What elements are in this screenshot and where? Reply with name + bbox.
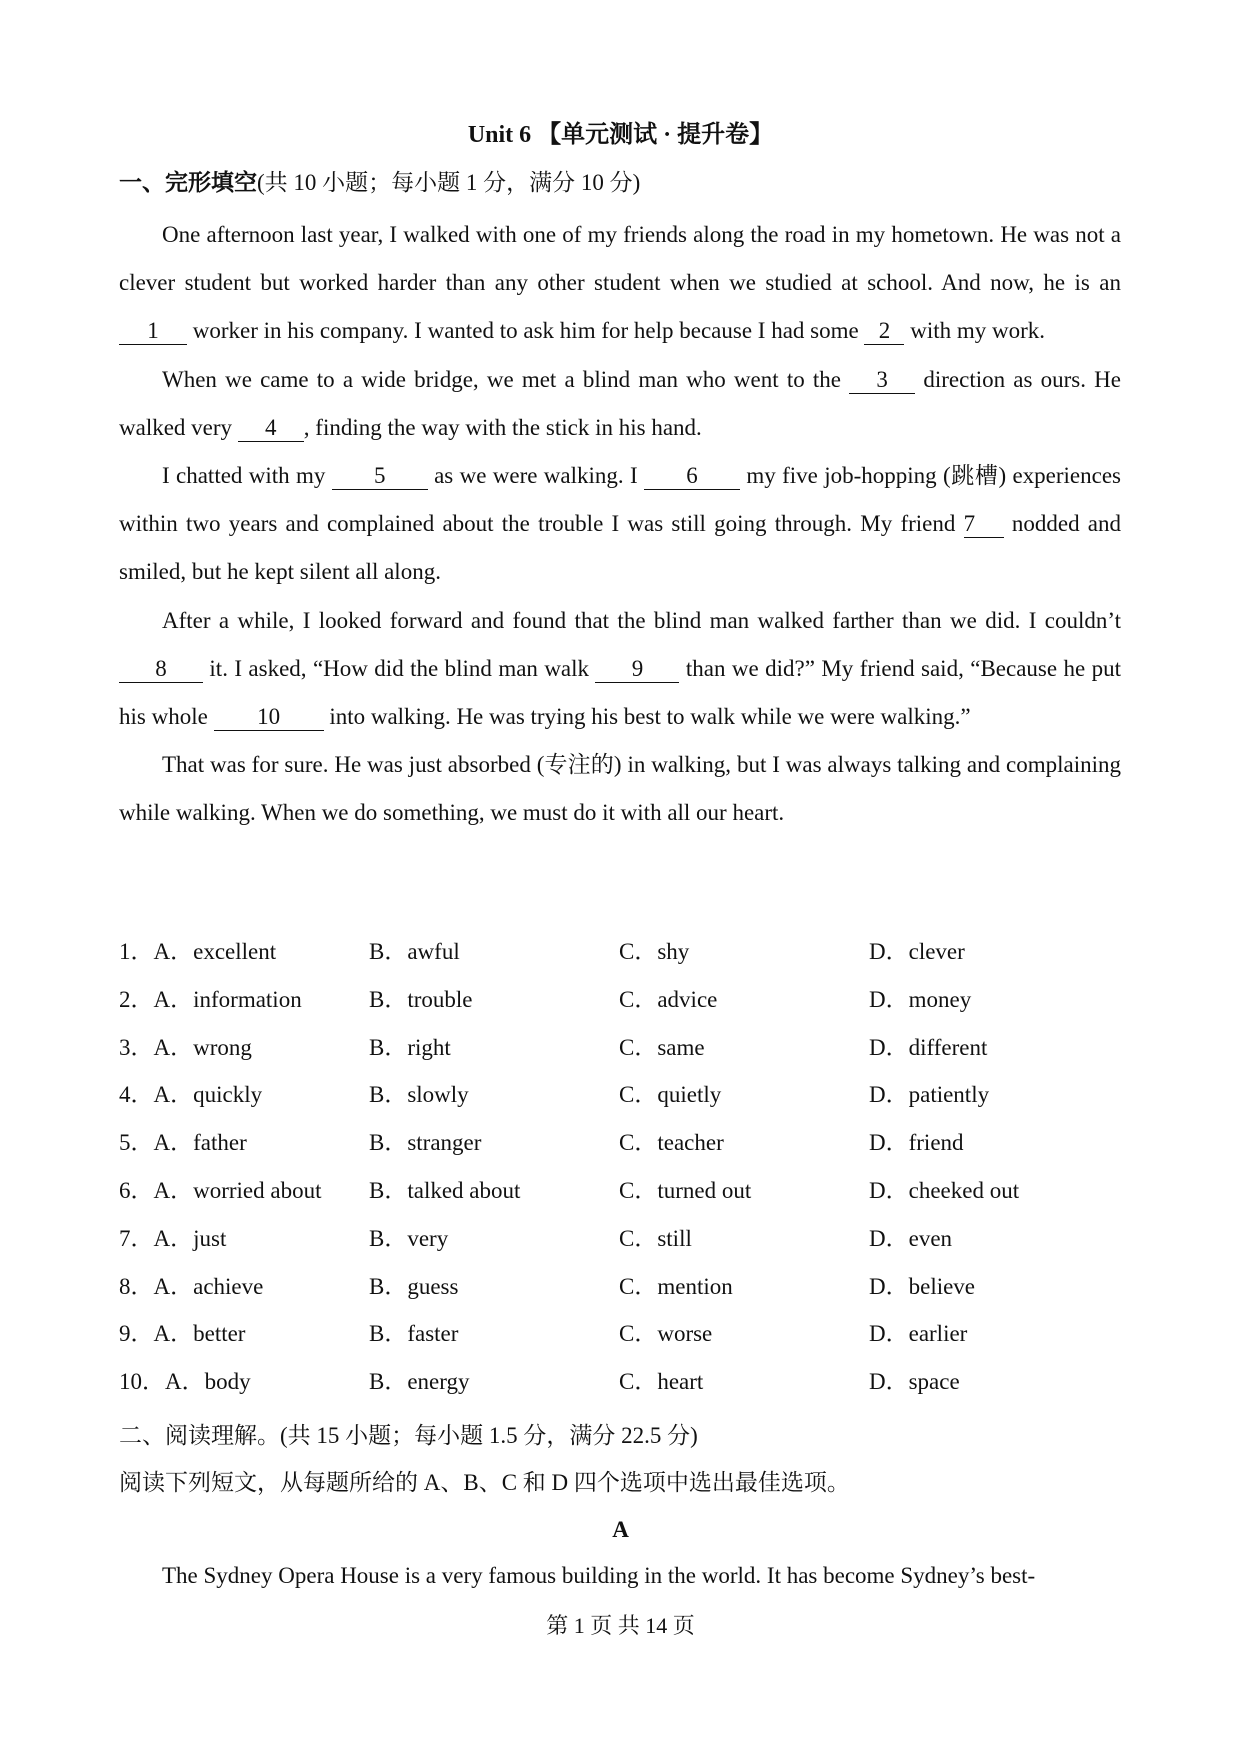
option-d: D．friend [869, 1130, 964, 1156]
text: , finding the way with the stick in his hand. [303, 414, 702, 440]
text: than we did?” My friend said, “Because he put his whole [119, 655, 1121, 730]
option-a: 1．A．excellent [119, 939, 277, 964]
option-c: C．heart [619, 1369, 704, 1395]
option-row [119, 1310, 1121, 1358]
option-a: 3．A．wrong [119, 1034, 252, 1060]
option-c: C．worse [619, 1321, 713, 1347]
option-c: C．turned out [619, 1177, 752, 1203]
option-d: D．earlier [869, 1321, 968, 1347]
text: my five job-hopping (跳槽) experiences within two years and complained about the trouble I was still going through. My friend [119, 463, 1121, 537]
text: I chatted with my [162, 463, 332, 489]
text: direction as ours. He walked very [119, 366, 1121, 440]
option-row [119, 1358, 1121, 1406]
text: After a while, I looked forward and found that the blind man walked farther than we did. I couldn’t [162, 607, 1121, 633]
answer-options [119, 928, 1121, 1406]
paragraph-4 [119, 597, 1121, 742]
blank-3: 3 [849, 367, 915, 394]
option-c: C．quietly [619, 1082, 722, 1108]
option-row [119, 976, 1121, 1024]
option-b: B．guess [369, 1273, 459, 1299]
option-a: 4．A．quickly [119, 1082, 263, 1108]
text: nodded and smiled, but he kept silent all along. [119, 511, 1122, 585]
option-row [119, 1215, 1121, 1263]
blank-2: 2 [864, 318, 904, 345]
option-c: C．shy [619, 939, 690, 964]
section2-heading: 二、阅读理解。(共 15 小题；每小题 1.5 分，满分 22.5 分) [119, 1423, 698, 1448]
option-row [119, 1071, 1121, 1119]
option-b: B．talked about [369, 1177, 521, 1203]
option-a: 7．A．just [119, 1225, 227, 1251]
option-c: C．still [619, 1225, 692, 1251]
option-b: B．energy [369, 1369, 470, 1395]
blank-9: 9 [595, 656, 679, 683]
option-d: D．space [869, 1369, 960, 1395]
blank-6: 6 [644, 463, 740, 490]
text: as we were walking. I [427, 463, 645, 489]
text: When we came to a wide bridge, we met a blind man who went to the [162, 366, 850, 392]
option-row [119, 928, 1121, 976]
option-a: 6．A．worried about [119, 1177, 322, 1203]
option-c: C．mention [619, 1273, 733, 1299]
section1-note: (共 10 小题；每小题 1 分，满分 10 分) [257, 170, 641, 195]
option-row [119, 1119, 1121, 1167]
option-b: B．trouble [369, 986, 473, 1012]
option-a: 9．A．better [119, 1321, 246, 1347]
section1-title: 一、完形填空 [119, 170, 257, 195]
paragraph-2 [119, 356, 1121, 452]
option-b: B．very [369, 1225, 449, 1251]
option-c: C．teacher [619, 1130, 724, 1156]
option-d: D．believe [869, 1273, 976, 1299]
text: it. I asked, “How did the blind man walk [203, 655, 596, 681]
option-b: B．slowly [369, 1082, 469, 1108]
option-d: D．patiently [869, 1082, 990, 1108]
text: One afternoon last year, I walked with one of my friends along the road in my hometown. He was not a clever student but worked harder than any other student when we studied at school. And now, he is an [119, 222, 1121, 296]
option-b: B．stranger [369, 1130, 482, 1156]
option-c: C．same [619, 1034, 705, 1060]
blank-7: 7 [964, 511, 1004, 538]
option-d: D．even [869, 1225, 953, 1251]
option-c: C．advice [619, 986, 718, 1012]
blank-4: 4 [238, 415, 304, 442]
reading-passage-a: The Sydney Opera House is a very famous building in the world. It has become Sydney’s best- [162, 1563, 1036, 1588]
paragraph-3 [119, 452, 1121, 597]
option-a: 5．A．father [119, 1130, 247, 1156]
paragraph-5: That was for sure. He was just absorbed (专注的) in walking, but I was always talking and complaining while walking. When we do something, we must do it with all our heart. [119, 752, 1121, 826]
page-title: Unit 6 【单元测试 · 提升卷】 [467, 122, 774, 148]
blank-10: 10 [214, 704, 324, 731]
blank-1: 1 [119, 318, 187, 345]
cloze-passage [119, 211, 1121, 838]
part-a-label: A [612, 1517, 629, 1542]
paragraph-1 [119, 211, 1121, 356]
option-d: D．money [869, 986, 972, 1012]
option-d: D．different [869, 1034, 988, 1060]
page-footer: 第 1 页 共 14 页 [546, 1613, 695, 1638]
text: with my work. [904, 318, 1046, 344]
option-row [119, 1167, 1121, 1215]
option-row [119, 1024, 1121, 1072]
text: into walking. He was trying his best to walk while we were walking.” [323, 704, 971, 730]
option-d: D．clever [869, 939, 965, 964]
option-b: B．faster [369, 1321, 459, 1347]
option-b: B．awful [369, 939, 460, 964]
blank-8: 8 [119, 656, 203, 683]
option-b: B．right [369, 1034, 451, 1060]
option-a: 2．A．information [119, 986, 302, 1012]
section1-heading [119, 166, 640, 200]
blank-5: 5 [332, 463, 428, 490]
option-d: D．cheeked out [869, 1177, 1020, 1203]
text: worker in his company. I wanted to ask him for help because I had some [187, 318, 865, 344]
option-row [119, 1263, 1121, 1311]
section2-instruction: 阅读下列短文，从每题所给的 A、B、C 和 D 四个选项中选出最佳选项。 [119, 1470, 850, 1495]
option-a: 10．A．body [119, 1369, 251, 1395]
option-a: 8．A．achieve [119, 1273, 264, 1299]
